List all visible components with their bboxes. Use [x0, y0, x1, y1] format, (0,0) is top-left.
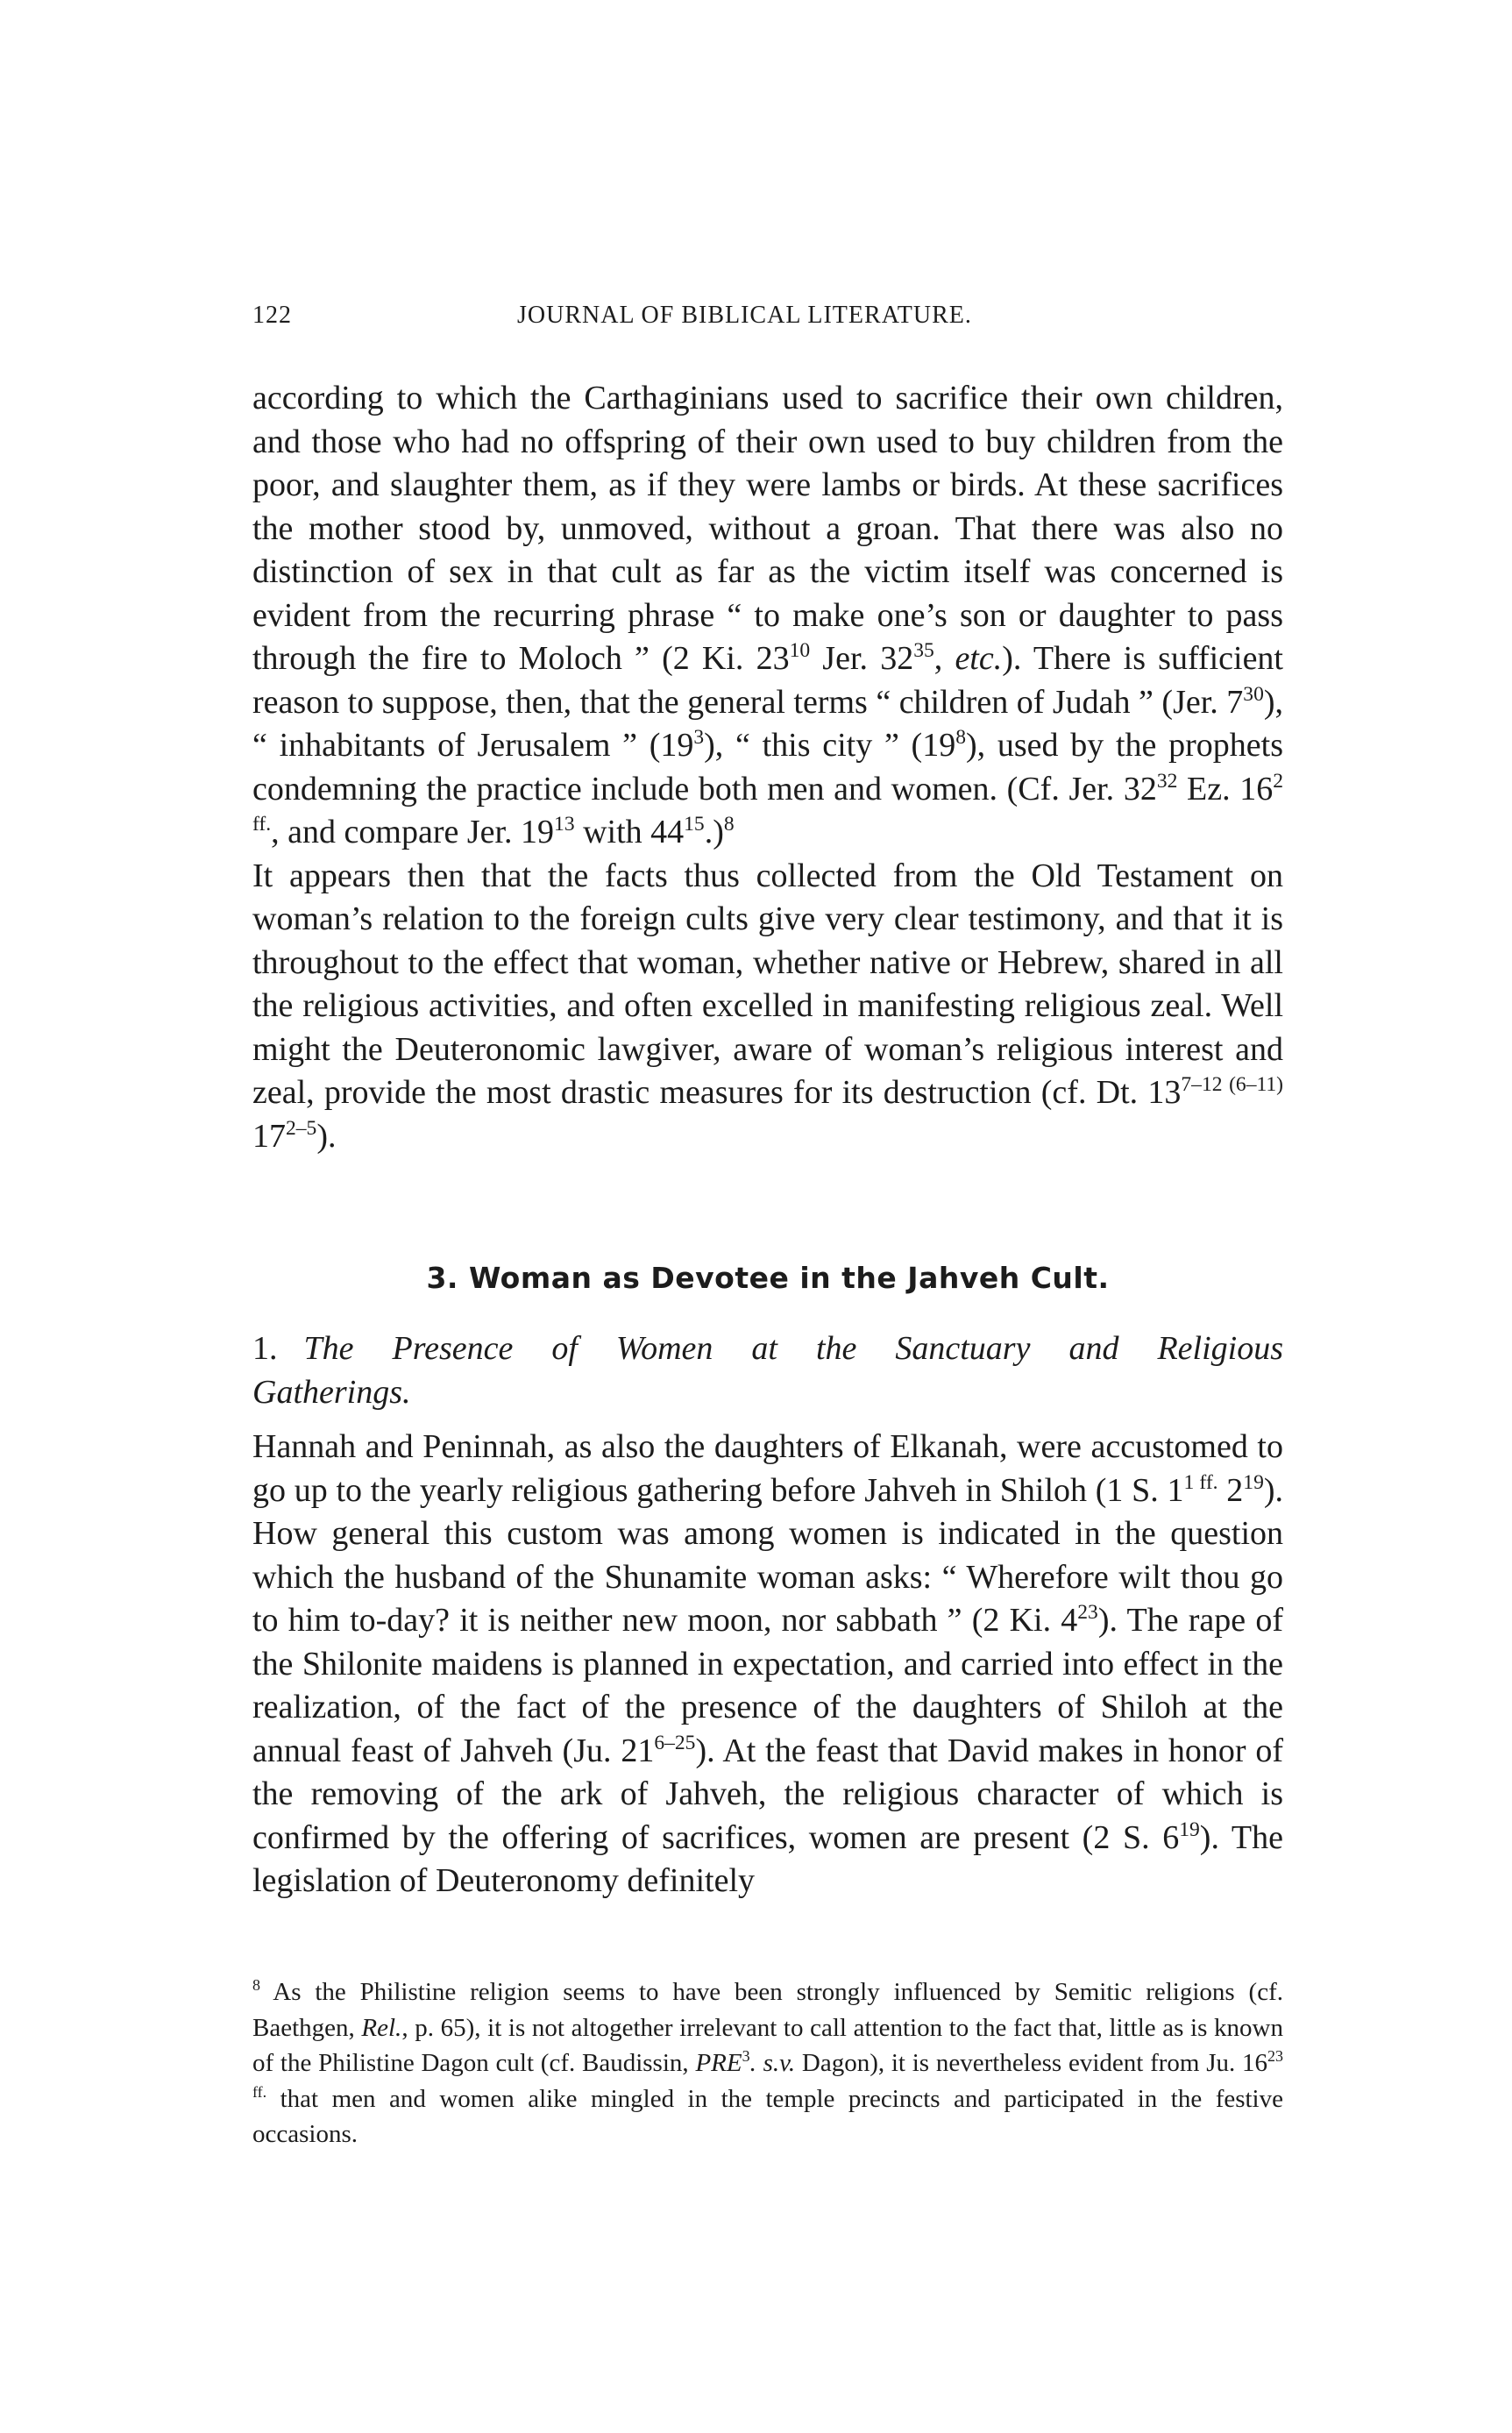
- edition-superscript: 3: [742, 2047, 750, 2066]
- verse-superscript: 8: [955, 725, 966, 749]
- verse-superscript: 7–12 (6–11): [1181, 1072, 1283, 1096]
- verse-superscript: 19: [1243, 1470, 1264, 1494]
- footnote-8: [252, 1974, 1283, 2152]
- verse-superscript: 10: [789, 638, 811, 662]
- text-run: 17: [252, 1117, 286, 1155]
- verse-superscript: 35: [913, 638, 934, 662]
- text-run: As the Philistine religion seems to have been strongly influenced by Semitic religions (cf. Baethgen,: [252, 1978, 1283, 2042]
- verse-superscript: 23: [1077, 1600, 1098, 1624]
- subsection-title: The Presence of Women at the Sanctuary and Religious Gatherings.: [252, 1330, 1284, 1411]
- text-run: , and compare Jer. 19: [271, 814, 555, 850]
- text-run: , p. 65), it is not altogether irrelevant to call attention to the fact that, little as is known of the Philistine Dagon cult (cf. Baudissin,: [252, 2013, 1283, 2077]
- text-italic: PRE: [695, 2049, 742, 2077]
- verse-superscript: 3: [693, 725, 705, 749]
- text-run: 2: [1217, 1471, 1244, 1509]
- verse-superscript: 6–25: [654, 1731, 696, 1754]
- footnote-reference: 8: [723, 812, 735, 836]
- text-run: ), “ inhabitants of Jerusalem ” (19: [252, 683, 1283, 764]
- footnote-marker: 8: [252, 1976, 260, 1995]
- body-text-section-3: [252, 1426, 1283, 1903]
- footnotes: [252, 1974, 1283, 2152]
- running-head: [252, 302, 1283, 345]
- verse-superscript: 23 ff.: [252, 2047, 1283, 2101]
- verse-superscript: 1 ff.: [1183, 1470, 1218, 1494]
- text-italic: Rel.: [361, 2013, 402, 2042]
- text-run: that men and women alike mingled in the temple precincts and participated in the festive occasions.: [252, 2084, 1283, 2148]
- text-run: Dagon), it is nevertheless evident from Ju. 16: [795, 2049, 1268, 2077]
- text-run: ), “ this city ” (19: [704, 727, 956, 764]
- paragraph-carthaginian-sacrifice: [252, 377, 1283, 855]
- verse-superscript: 30: [1243, 682, 1264, 706]
- text-run: It appears then that the facts thus collected from the Old Testament on woman’s relation to the foreign cults give very clear testimony, and that it is throughout to the effect that woman, whether native or Hebrew, shared in all the religious activities, and often excelled in manifesting religious zeal. Well might the Deuteronomic lawgiver, aware of woman’s religious interest and zeal, provide the most drastic measures for its destruction (cf. Dt. 13: [252, 857, 1283, 1111]
- verse-superscript: 13: [554, 812, 575, 836]
- journal-title: JOURNAL OF BIBLICAL LITERATURE.: [517, 302, 972, 329]
- text-run: ). The legislation of Deuteronomy definitely: [252, 1818, 1283, 1899]
- text-run: Ez. 16: [1177, 770, 1274, 807]
- subsection-heading: [252, 1327, 1283, 1414]
- text-run: with 44: [574, 814, 685, 850]
- verse-superscript: 2 ff.: [252, 769, 1284, 836]
- text-run: Jer. 32: [810, 640, 914, 677]
- text-italic: etc.: [955, 640, 1003, 677]
- text-run: ). How general this custom was among women is indicated in the question which the husband of the Shunamite woman asks: “ Wherefore wilt thou go to him to-day? it is neither new moon, nor sabbath ” (2 Ki. 4: [252, 1471, 1283, 1639]
- text-run: ). There is sufficient reason to suppose, then, that the general terms “ children of Judah ” (Jer. 7: [252, 640, 1283, 721]
- text-run: Hannah and Peninnah, as also the daughters of Elkanah, were accustomed to go up to the yearly religious gathering before Jahveh in Shiloh (1 S. 1: [252, 1428, 1283, 1509]
- section-heading: 3. Woman as Devotee in the Jahveh Cult.: [426, 1261, 1110, 1295]
- page-number: 122: [252, 302, 292, 329]
- text-run: ), used by the prophets condemning the practice include both men and women. (Cf. Jer. 32: [252, 727, 1283, 807]
- text-run: according to which the Carthaginians used to sacrifice their own children, and those who had no offspring of their own used to buy children from the poor, and slaughter them, as if they were lambs or birds. At these sacrifices the mother stood by, unmoved, without a groan. That there was also no distinction of sex in that cult as far as the victim itself was concerned is evident from the recurring phrase “ to make one’s son or daughter to pass through the fire to Moloch ” (2 Ki. 23: [252, 380, 1283, 677]
- paragraph-hannah-peninnah: [252, 1426, 1283, 1903]
- paragraph-conclusion: [252, 855, 1283, 1159]
- text-run: ). The rape of the Shilonite maidens is planned in expectation, and carried into effect in the realization, of the fact of the presence of the daughters of Shiloh at the annual feast of Jahveh (Ju. 21: [252, 1602, 1283, 1769]
- text-run: .): [704, 814, 724, 850]
- text-run: ). At the feast that David makes in honor of the removing of the ark of Jahveh, the religious character of which is confirmed by the offering of sacrifices, women are present (2 S. 6: [252, 1732, 1283, 1856]
- text-italic: . s.v.: [749, 2049, 796, 2077]
- body-text: [252, 377, 1283, 1158]
- verse-superscript: 2–5: [286, 1116, 317, 1140]
- text-run: ,: [933, 640, 955, 677]
- verse-superscript: 19: [1179, 1818, 1200, 1841]
- subsection-number: 1.: [252, 1330, 278, 1367]
- text-run: ).: [316, 1117, 337, 1155]
- verse-superscript: 32: [1156, 769, 1178, 793]
- verse-superscript: 15: [684, 812, 705, 836]
